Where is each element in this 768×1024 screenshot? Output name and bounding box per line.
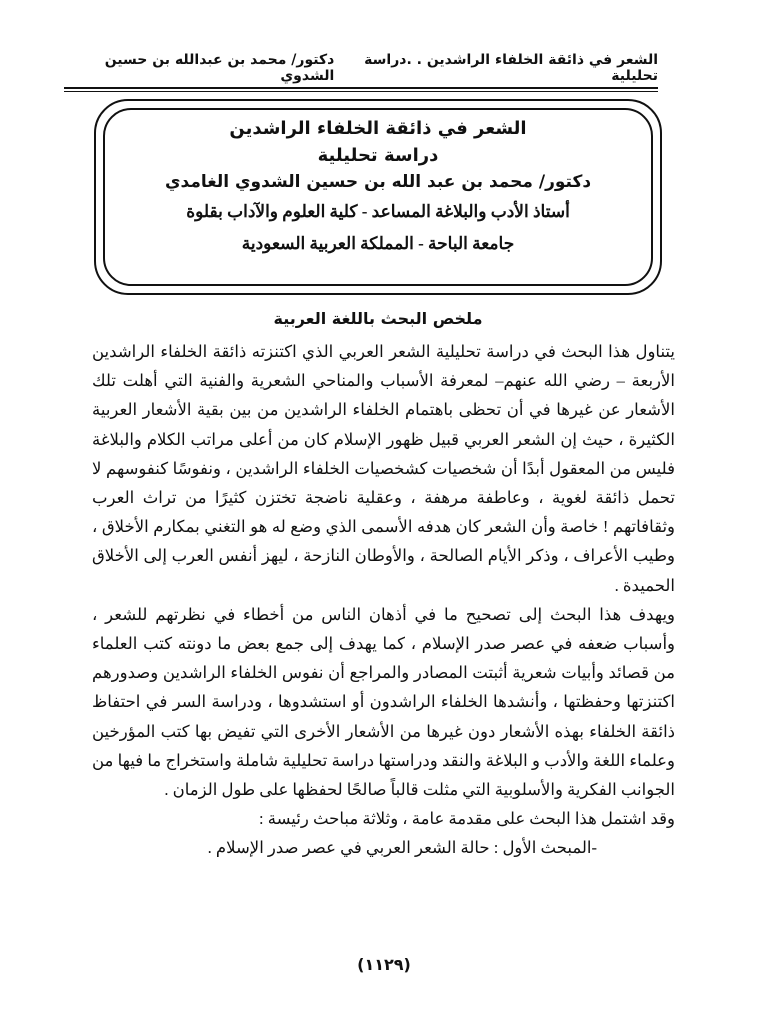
- running-header-author: دكتور/ محمد بن عبدالله بن حسين الشدوي: [104, 52, 335, 84]
- paper-subtitle: دراسة تحليلية: [317, 145, 439, 166]
- abstract-body: [92, 337, 675, 863]
- title-block: [100, 111, 656, 260]
- author-affiliation-university: جامعة الباحة - المملكة العربية السعودية: [241, 234, 515, 253]
- abstract-paragraph: ويهدف هذا البحث إلى تصحيح ما في أذهان الناس من أخطاء في نظرتهم للشعر ، وأسباب ضعفه في عصر صدر الإسلام ، كما يهدف إلى جمع بعض ما دونته كتب العلماء من قصائد وأبيات شعرية أثبتت المصادر والمراجع أن نفوس الخلفاء الراشدين وصدورهم اكتنزتها وحفظتها ، وأنشدها الخلفاء الراشدون أو استشدوها ، ودراسة السر في احتفاظ ذائقة الخلفاء بهذه الأشعار دون غيرها من الأشعار الأخرى التي تفيض بها كتب المؤرخين وعلماء اللغة والأدب و البلاغة والنقد ودراستها دراسة تحليلية شاملة واستخراج ما فيها من الجوانب الفكرية والأسلوبية التي مثلت قالباً صالحًا لحفظها على طول الزمان .: [92, 604, 675, 800]
- abstract-heading: ملخص البحث باللغة العربية: [273, 309, 483, 328]
- running-header: [64, 52, 658, 84]
- abstract-paragraph: يتناول هذا البحث في دراسة تحليلية الشعر العربي الذي اكتنزته ذائقة الخلفاء الراشدين الأربعة – رضي الله عنهم– لمعرفة الأسباب والمناحي الشعرية والفنية التي أهلت تلك الأشعار عن غيرها في أن تحظى باهتمام الخلفاء الراشدين من بين بقية الأشعار العربية الكثيرة ، حيث إن الشعر العربي قبيل ظهور الإسلام كان من أعلى مراتب الكلام والبلاغة فليس من المعقول أبدًا أن شخصيات كشخصيات الخلفاء الراشدين ، ونفوسًا كنفوسهم لا تحمل ذائقة لغوية ، وعاطفة مرهفة ، وعقلية ناضجة تختزن كثيرًا من تراث العرب وثقافاتهم ! خاصة وأن الشعر كان هدفه الأسمى الذي وضع له هو التغني بمكارم الأخلاق ، وطيب الأعراف ، وذكر الأيام الصالحة ، والأوطان النازحة ، ليهز أنفس العرب إلى الأخلاق الحميدة .: [92, 342, 675, 595]
- page-number: (١١٢٩): [357, 955, 411, 974]
- author-name: دكتور/ محمد بن عبد الله بن حسين الشدوي الغامدي: [164, 172, 592, 192]
- abstract-paragraph: وقد اشتمل هذا البحث على مقدمة عامة ، وثلاثة مباحث رئيسة :: [259, 809, 675, 829]
- running-header-title: الشعر في ذائقة الخلفاء الراشدين . .دراسة تحليلية: [364, 52, 658, 84]
- paper-title: الشعر في ذائقة الخلفاء الراشدين: [229, 118, 527, 139]
- abstract-paragraph: -المبحث الأول : حالة الشعر العربي في عصر صدر الإسلام .: [207, 838, 597, 858]
- header-rule: [64, 87, 658, 92]
- author-affiliation-position: أستاذ الأدب والبلاغة المساعد - كلية العلوم والآداب بقلوة: [186, 202, 570, 221]
